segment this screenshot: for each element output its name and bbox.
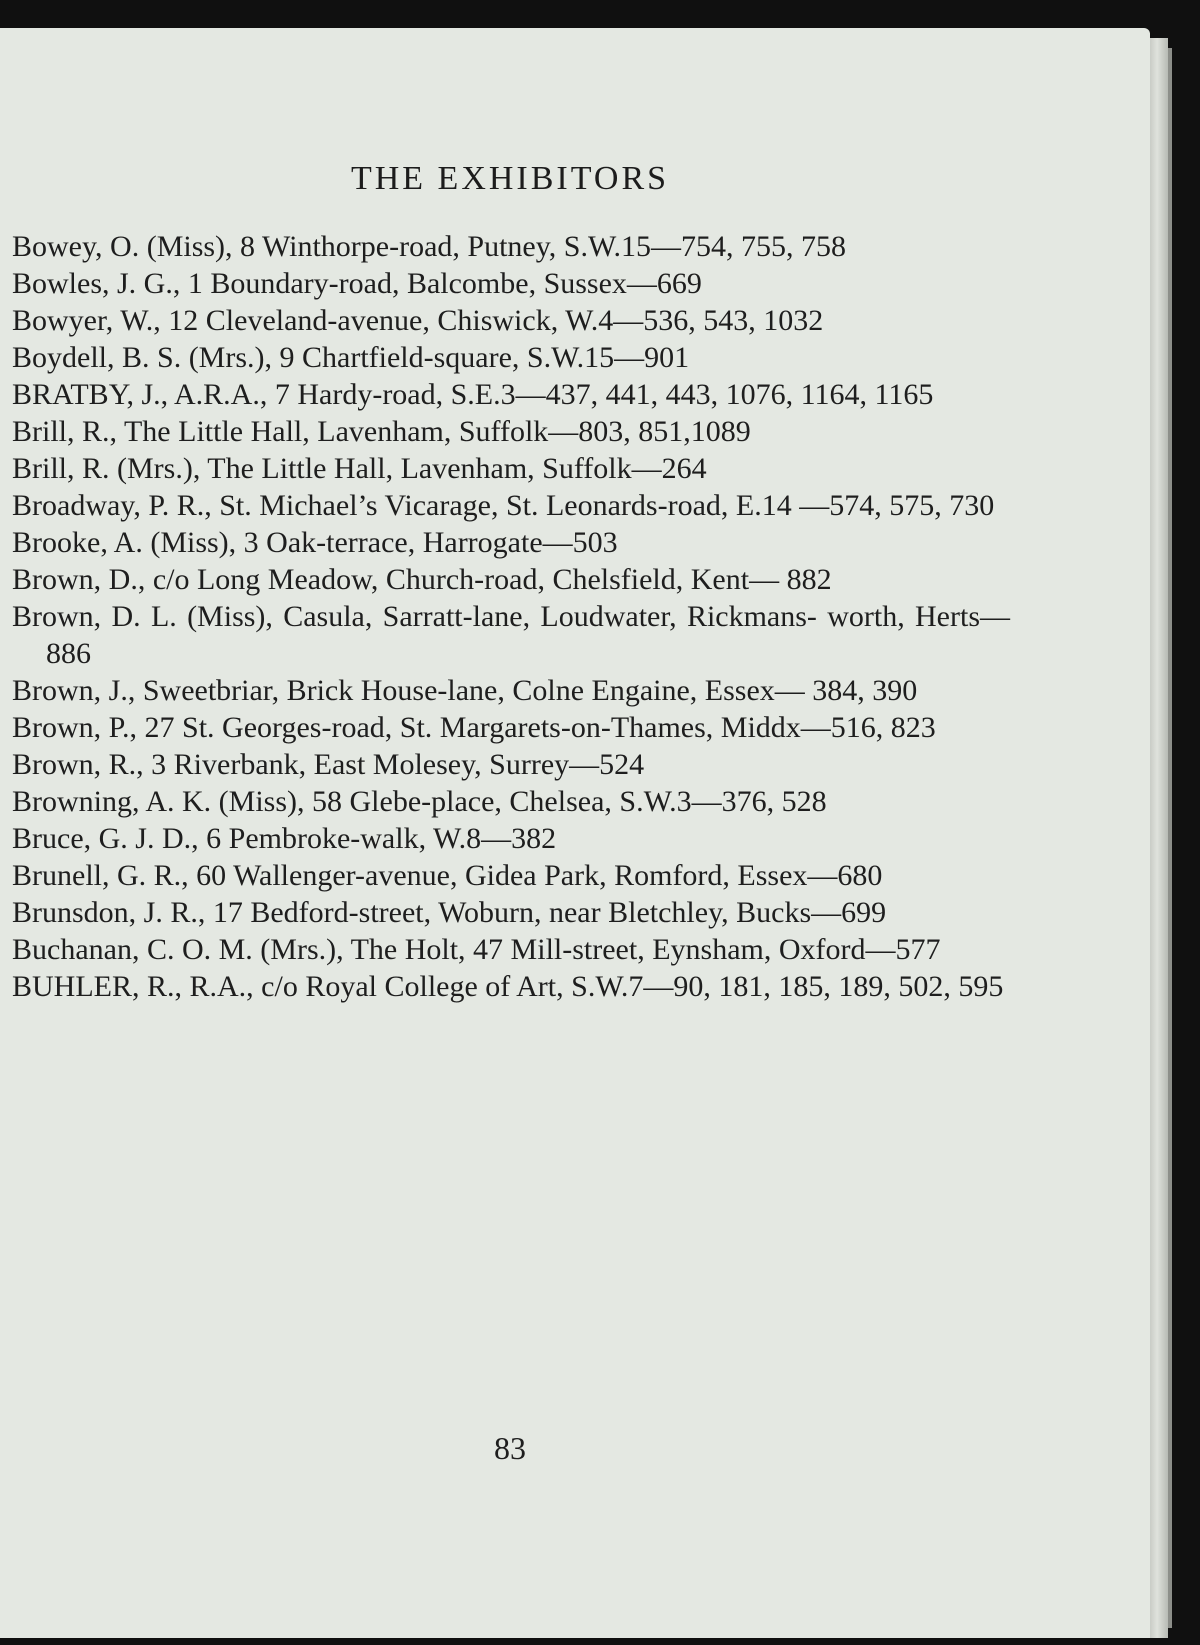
list-item: Brill, R., The Little Hall, Lavenham, Suffolk—803, 851,1089	[12, 415, 751, 448]
list-item: Brunell, G. R., 60 Wallenger-avenue, Gidea Park, Romford, Essex—680	[12, 859, 883, 892]
list-item: Brill, R. (Mrs.), The Little Hall, Lavenham, Suffolk—264	[12, 452, 707, 485]
list-item: Brooke, A. (Miss), 3 Oak-terrace, Harrogate—503	[12, 526, 618, 559]
list-item: Bowey, O. (Miss), 8 Winthorpe-road, Putney, S.W.15—754, 755, 758	[12, 230, 847, 263]
list-item: Brunsdon, J. R., 17 Bedford-street, Woburn, near Bletchley, Bucks—699	[12, 896, 887, 929]
list-item: Brown, R., 3 Riverbank, East Molesey, Surrey—524	[12, 748, 645, 781]
page-edge-shadow	[1168, 48, 1172, 1628]
list-item: Buchanan, C. O. M. (Mrs.), The Holt, 47 Mill-street, Eynsham, Oxford—577	[12, 933, 941, 966]
list-item: Bruce, G. J. D., 6 Pembroke-walk, W.8—382	[12, 822, 557, 855]
list-item: Boydell, B. S. (Mrs.), 9 Chartfield-square, S.W.15—901	[12, 341, 690, 374]
exhibitor-list	[12, 228, 1010, 1005]
list-item: Brown, D., c/o Long Meadow, Church-road, Chelsfield, Kent— 882	[12, 563, 832, 596]
list-item: BRATBY, J., A.R.A., 7 Hardy-road, S.E.3—437, 441, 443, 1076, 1164, 1165	[12, 378, 934, 411]
page-edge	[1150, 38, 1168, 1638]
running-head: THE EXHIBITORS	[350, 160, 670, 197]
page-number: 83	[494, 1430, 526, 1466]
list-item: Bowyer, W., 12 Cleveland-avenue, Chiswick, W.4—536, 543, 1032	[12, 304, 824, 337]
list-item: BUHLER, R., R.A., c/o Royal College of Art, S.W.7—90, 181, 185, 189, 502, 595	[12, 970, 1004, 1003]
list-item: Brown, P., 27 St. Georges-road, St. Margarets-on-Thames, Middx—516, 823	[12, 711, 936, 744]
list-item: Browning, A. K. (Miss), 58 Glebe-place, Chelsea, S.W.3—376, 528	[12, 785, 827, 818]
list-item: Brown, J., Sweetbriar, Brick House-lane, Colne Engaine, Essex— 384, 390	[12, 674, 918, 707]
list-item: Bowles, J. G., 1 Boundary-road, Balcombe, Sussex—669	[12, 267, 702, 300]
list-item: Broadway, P. R., St. Michael’s Vicarage, St. Leonards-road, E.14 —574, 575, 730	[12, 489, 995, 522]
list-item: Brown, D. L. (Miss), Casula, Sarratt-lane, Loudwater, Rickmans- worth, Herts—886	[12, 600, 1010, 670]
